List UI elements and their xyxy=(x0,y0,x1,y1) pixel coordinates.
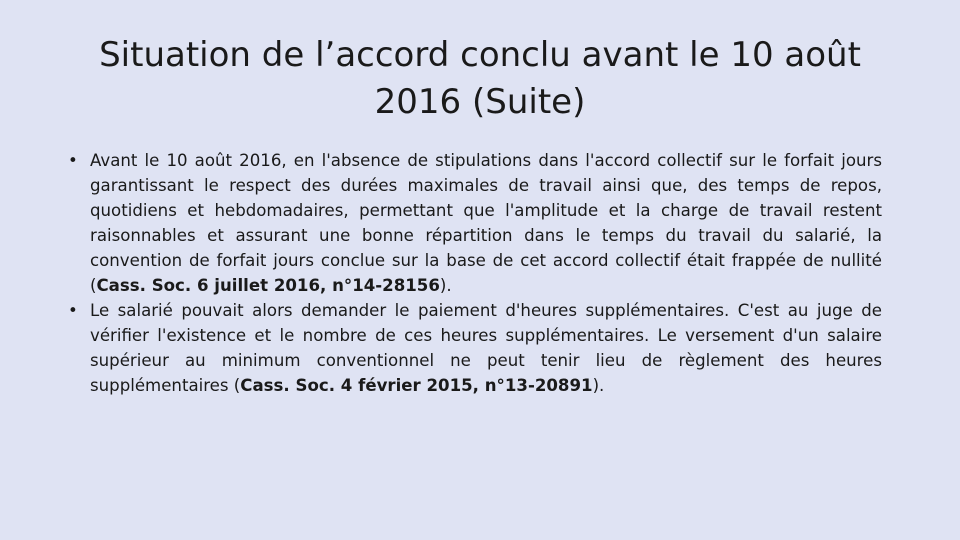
bullet-text: Avant le 10 août 2016, en l'absence de stipulations dans l'accord collectif sur le forfait jours garantissant le respect des durées maximales de travail ainsi que, des temps de repos, quotidiens et hebdomadaires, permettant que l'amplitude et la charge de travail restent raisonnables et assurant une bonne répartition dans le temps du travail du salarié, la convention de forfait jours conclue sur la base de cet accord collectif était frappée de nullité ( xyxy=(90,151,882,295)
bullet-icon: • xyxy=(68,301,78,320)
slide-title: Situation de l’accord conclu avant le 10 août 2016 (Suite) xyxy=(99,35,861,122)
bullet-item-2 xyxy=(60,298,882,398)
bullet-icon: • xyxy=(68,151,78,170)
bullet-list xyxy=(60,148,882,398)
case-citation: Cass. Soc. 4 février 2015, n°13-20891 xyxy=(240,376,593,395)
case-citation: Cass. Soc. 6 juillet 2016, n°14-28156 xyxy=(96,276,440,295)
bullet-item-1 xyxy=(60,148,882,298)
bullet-text-end: ). xyxy=(592,376,605,395)
bullet-text: Le salarié pouvait alors demander le paiement d'heures supplémentaires. C'est au juge de vérifier l'existence et le nombre de ces heures supplémentaires. Le versement d'un salaire supérieur au minimum conventionnel ne peut tenir lieu de règlement des heures supplémentaires ( xyxy=(90,301,882,395)
bullet-text-end: ). xyxy=(439,276,452,295)
